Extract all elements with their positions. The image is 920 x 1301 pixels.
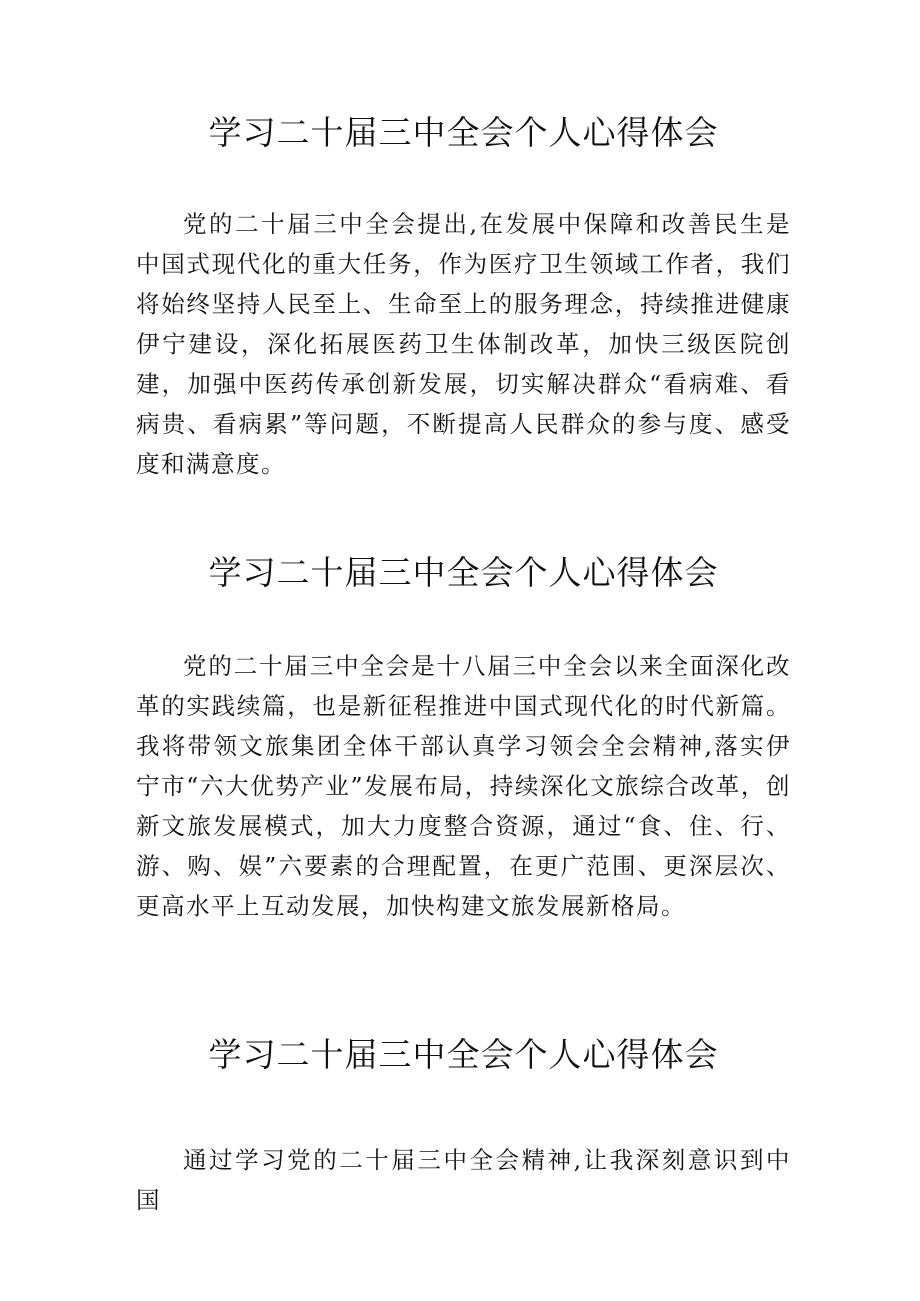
article-section-1 — [136, 108, 791, 484]
section-paragraph: 党的二十届三中全会是十八届三中全会以来全面深化改革的实践续篇，也是新征程推进中国式现代化的时代新篇。我将带领文旅集团全体干部认真学习领会全会精神,落实伊宁市“六大优势产业”发展布局，持续深化文旅综合改革，创新文旅发展模式，加大力度整合资源，通过“食、住、行、游、购、娱”六要素的合理配置，在更广范围、更深层次、更高水平上互动发展，加快构建文旅发展新格局。 — [136, 652, 791, 920]
section-paragraph: 通过学习党的二十届三中全会精神,让我深刻意识到中国 — [136, 1146, 791, 1214]
section-paragraph: 党的二十届三中全会提出,在发展中保障和改善民生是中国式现代化的重大任务，作为医疗卫生领域工作者，我们将始终坚持人民至上、生命至上的服务理念，持续推进健康伊宁建设，深化拓展医药卫生体制改革，加快三级医院创建，加强中医药传承创新发展，切实解决群众“看病难、看病贵、看病累”等问题，不断提高人民群众的参与度、感受度和满意度。 — [136, 210, 791, 478]
section-title: 学习二十届三中全会个人心得体会 — [208, 1035, 719, 1074]
article-section-3 — [136, 1030, 791, 1220]
section-title: 学习二十届三中全会个人心得体会 — [208, 113, 719, 152]
article-section-2 — [136, 548, 791, 926]
section-title: 学习二十届三中全会个人心得体会 — [208, 553, 719, 592]
